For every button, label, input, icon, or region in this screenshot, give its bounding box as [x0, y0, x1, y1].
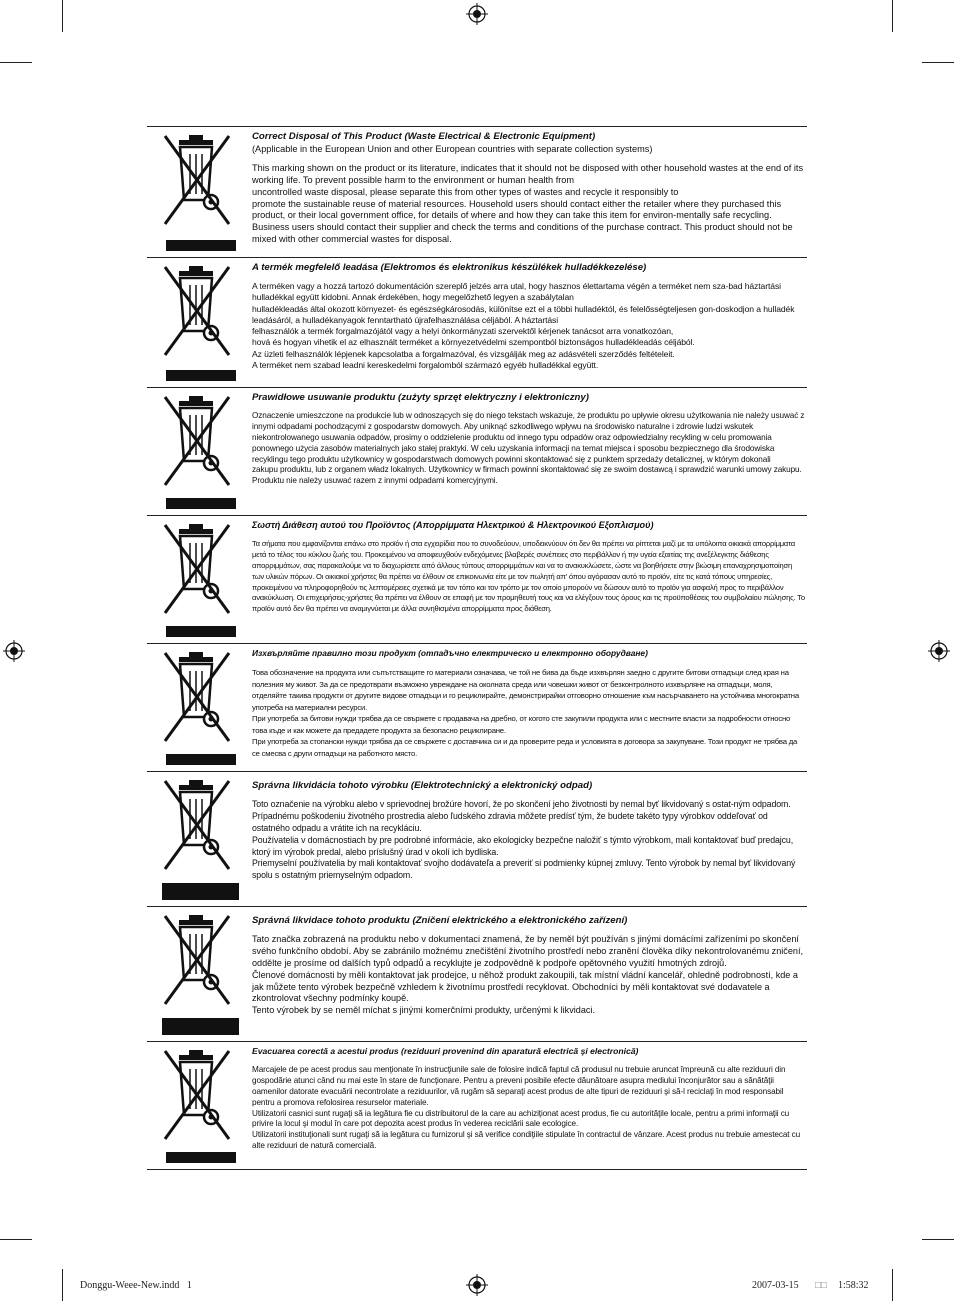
section-text — [252, 131, 805, 246]
crossed-out-wheelie-bin-icon — [159, 647, 239, 747]
registration-mark-icon — [466, 3, 488, 25]
bin-icon-column — [147, 772, 245, 906]
black-bar — [166, 754, 236, 765]
disposal-section-pl — [147, 388, 807, 516]
footer-date: 2007-03-15 — [752, 1280, 799, 1291]
section-title: Prawidłowe usuwanie produktu (zużyty sprzęt elektryczny i elektroniczny) — [252, 392, 589, 403]
bin-icon-column — [147, 127, 245, 257]
bin-icon-column — [147, 258, 245, 387]
crop-mark — [62, 1269, 63, 1301]
bin-icon-column — [147, 516, 245, 643]
disposal-section-cs — [147, 907, 807, 1042]
section-title: Správná likvidace tohoto produktu (Zničení elektrického a elektronického zařízení) — [252, 915, 628, 926]
footer-filename: Donggu-Weee-New.indd 1 — [80, 1280, 192, 1291]
section-body: Marcajele de pe acest produs sau menţionate în instrucţiunile sale de folosire indică faptul că produsul nu trebuie aruncat împreună cu alte reziduuri din gospodărie atunci când nu mai este în stare de funcţionare. Pentru a preveni posibile efecte dăunătoare asupra mediului înconjurător sau a sănătăţii oamenilor datorate evacuării necontrolate a reziduurilor, vă rugăm să separaţi acest produs de alte tipuri de reziduuri şi să-l reciclaţi în mod responsabil pentru a promova refolosirea resurselor materiale. Utilizatorii casnici sunt rugaţi să ia legătura fie cu distribuitorul de la care au achiziţionat acest produs, fie cu autorităţile locale, pentru a primi informaţii cu privire la locul şi modul în care pot depozita acest produs în vederea reciclării sale ecologice. Utilizatorii instituţionali sunt rugaţi să ia legătura cu furnizorul şi să verifice condiţiile stipulate în contractul de vânzare. Acest produs nu trebuie amestecat cu alte reziduuri de natură comercială. — [252, 1064, 801, 1151]
section-text — [252, 520, 805, 615]
section-title: Evacuarea corectă a acestui produs (reziduuri provenind din aparatură electrică şi electronică) — [252, 1046, 639, 1056]
section-text — [252, 262, 805, 371]
black-bar — [162, 883, 239, 900]
disposal-section-el — [147, 516, 807, 644]
crop-mark — [922, 1239, 954, 1240]
section-title: A termék megfelelő leadása (Elektromos és elektronikus készülékek hulladékkezelése) — [252, 262, 647, 273]
crop-mark — [922, 62, 954, 63]
bin-icon-column — [147, 907, 245, 1041]
section-text — [252, 392, 805, 487]
crossed-out-wheelie-bin-icon — [159, 910, 239, 1010]
bin-icon-column — [147, 388, 245, 515]
disposal-section-ro — [147, 1042, 807, 1170]
disposal-section-bg — [147, 644, 807, 772]
section-title: Correct Disposal of This Product (Waste Electrical & Electronic Equipment) — [252, 131, 596, 142]
black-bar — [162, 1018, 239, 1035]
section-body: Τα σήματα που εμφανίζονται επάνω στο προϊόν ή στα εγχειρίδια που το συνοδεύουν, υποδεικνύουν ότι δεν θα πρέπει να ρίπτεται μαζί με τα υπόλοιπα οικιακά απορρίμματα μετά το τέλος του κύκλου ζωής του. Προκειμένου να αποφευχθούν ενδεχόμενες βλαβερές συνέπειες στο περιβάλλον ή την υγεία εξαιτίας της ανεξέλεγκτης διάθεσης απορριμμάτων, σας παρακαλούμε να το διαχωρίσετε από άλλους τύπους απορριμμάτων και να το ανακυκλώσετε, ώστε να βοηθήσετε στην βιώσιμη επαναχρησιμοποίηση των υλικών πόρων. Οι οικιακοί χρήστες θα πρέπει να έλθουν σε επικοινωνία είτε με τον πωλητή απ' όπου αγόρασαν αυτό το προϊόν, είτε τις κατά τόπους υπηρεσίες, προκειμένου να πληροφορηθούν τις λεπτομέρειες σχετικά με τον τόπο και τον τρόπο με τον οποίο μπορούν να δώσουν αυτό το προϊόν για ασφαλή προς το περιβάλλον ανακύκλωση. Οι επιχειρήσεις-χρήστες θα πρέπει να έλθουν σε επαφή με τον προμηθευτή τους και να ελέγξουν τους όρους και τις προϋποθέσεις του συμβολαίου πώλησης. Το προϊόν αυτό δεν θα πρέπει να αναμιγνύεται με άλλα συνηθισμένα απορρίμματα προς διάθεση. — [252, 538, 805, 614]
bin-icon-column — [147, 1042, 245, 1169]
crop-mark — [892, 0, 893, 32]
section-body: Tato značka zobrazená na produktu nebo v dokumentaci znamená, že by neměl být používán s jinými domácími zařízeními po skončení svého funkčního období. Aby se zabránilo možnému znečištění životního prostředí nebo zranění člověka díky nekontrolovanému zničení, oddělte je prosíme od dalších typů odpadů a recyklujte je zodpovědně k podpoře opětovného využití hmotných zdrojů. Členové domácnosti by měli kontaktovat jak prodejce, u něhož produkt zakoupili, tak místní vládní kancelář, ohledně podrobností, kde a jak můžete tento výrobek bezpečně vzhledem k životnímu prostředí recyklovat. Obchodníci by měli kontaktovat své dodavatele a zkontrolovat všechny podmínky koupě. Tento výrobek by se neměl míchat s jinými komerčními produkty, určenými k likvidaci. — [252, 933, 804, 1016]
bin-icon-column — [147, 644, 245, 771]
section-subtitle: (Applicable in the European Union and other European countries with separate collection systems) — [252, 143, 653, 154]
crossed-out-wheelie-bin-icon — [159, 519, 239, 619]
crossed-out-wheelie-bin-icon — [159, 391, 239, 491]
crop-mark — [62, 0, 63, 32]
disposal-section-en — [147, 127, 807, 258]
black-bar — [166, 1152, 236, 1163]
black-bar — [166, 626, 236, 637]
section-text — [252, 648, 805, 760]
section-title: Správna likvidácia tohoto výrobku (Elektrotechnický a elektronický odpad) — [252, 780, 593, 791]
section-body: Oznaczenie umieszczone na produkcie lub w odnoszących się do niego tekstach wskazuje, że produktu po upływie okresu użytkowania nie należy usuwać z innymi odpadami pochodzącymi z gospodarstw domowych. Aby uniknąć szkodliwego wpływu na środowisko naturalne i zdrowie ludzi wskutek niekontrolowanego usuwania odpadów, prosimy o oddzielenie produktu od innego typu odpadów oraz odpowiedzialny recykling w celu promowania ponownego użycia zasobów materialnych jako stałej praktyki. W celu uzyskania informacji na temat miejsca i sposobu bezpiecznego dla środowiska recyklingu tego produktu użytkownicy w gospodarstwach domowych powinni skontaktować się z punktem sprzedaży detalicznej, w którym dokonali zakupu produktu, lub z organem władz lokalnych. Użytkownicy w firmach powinni skontaktować się ze swoim dostawcą i sprawdzić warunki umowy zakupu. Produktu nie należy usuwać razem z innymi odpadami komercyjnymi. — [252, 410, 805, 486]
disposal-section-hu — [147, 258, 807, 388]
section-text — [252, 780, 805, 882]
black-bar — [166, 498, 236, 509]
weee-disposal-sheet — [147, 126, 807, 1170]
crop-mark — [0, 62, 32, 63]
section-text — [252, 1046, 805, 1152]
section-body: Това обозначение на продукта или съпътстващите го материали означава, че той не бива да бъде изхвърлян заедно с другите битови отпадъци след края на полезния му живот. За да се предотврати възможно увреждане на околната среда или човешки живот от безконтролното изхвърляне на отпадъци, моля, отделяйте такива продукти от другите видове отпадъци и го рециклирайте, демонстрирайки отговорно отношение към насърчаването на устойчива многократна употреба на материални ресурси. При употреба за битови нужди трябва да се свържете с продавача на дребно, от когото сте закупили продукта или с местните власти за подробности относно това къде и как можете да предадете продукта за безопасно рециклиране. При употреба за стопански нужди трябва да се свържете с доставчика си и да проверите реда и условията в договора за закупуване. Този продукт не трябва да се смесва с други отпадъци на работното място. — [252, 667, 799, 759]
section-title: Σωστή Διάθεση αυτού του Προϊόντος (Απορρίμματα Ηλεκτρικού & Ηλεκτρονικού Εξοπλισμού) — [252, 520, 654, 530]
crossed-out-wheelie-bin-icon — [159, 261, 239, 361]
footer-extra: □□ — [815, 1280, 828, 1291]
disposal-section-sk — [147, 772, 807, 907]
crossed-out-wheelie-bin-icon — [159, 130, 239, 230]
registration-mark-icon — [3, 640, 25, 662]
crop-mark — [0, 1239, 32, 1240]
crop-mark — [892, 1269, 893, 1301]
section-text — [252, 915, 805, 1017]
section-body: Toto označenie na výrobku alebo v sprievodnej brožúre hovorí, že po skončení jeho životnosti by nemal byť likvidovaný s ostat-ným odpadom. Prípadnému poškodeniu životného prostredia alebo ľudského zdravia môžete predísť tým, že budete takéto typy výrobkov oddeľovať od ostatného odpadu a vrátite ich na recykláciu. Používatelia v domácnostiach by pre podrobné informácie, ako ekologicky bezpečne naložiť s týmto výrobkom, mali kontaktovať buď predajcu, ktorý im výrobok predal, alebo príslušný úrad v okolí ich bydliska. Priemyselní používatelia by mali kontaktovať svojho dodávateľa a preveriť si podmienky kúpnej zmluvy. Tento výrobok by nemal byť likvidovaný spolu s ostatným priemyselným odpadom. — [252, 798, 796, 881]
crossed-out-wheelie-bin-icon — [159, 775, 239, 875]
registration-mark-icon — [466, 1274, 488, 1296]
registration-mark-icon — [928, 640, 950, 662]
footer-time: 1:58:32 — [838, 1280, 869, 1291]
section-title: Изхвърляйте правилно този продукт (отпадъчно електрическо и електронно оборудване) — [252, 648, 648, 658]
section-body: A terméken vagy a hozzá tartozó dokumentáción szereplő jelzés arra utal, hogy hasznos élettartama végén a terméket nem sza-bad háztartási hulladékkal együtt kidobni. Annak érdekében, hogy megelőzhető legyen a szabálytalan hulladékleadás által okozott környezet- és egészségkárosodás, különítse ezt el a többi hulladéktól, és felelősségteljesen gon-doskodjon a hulladék leadásáról, a hulladékanyagok fenntartható újrafelhasználása céljából. A háztartási felhasználók a termék forgalmazójától vagy a helyi önkormányzati szervektől kérjenek tanácsot arra vonatkozóan, hová és hogyan vihetik el az elhasznált terméket a környezetvédelmi szempontból biztonságos hulladékleadás céljából. Az üzleti felhasználók lépjenek kapcsolatba a forgalmazóval, és vizsgálják meg az adásvételi szerződés feltételeit. A terméket nem szabad leadni kereskedelmi forgalomból származó egyéb hulladékkal együtt. — [252, 280, 795, 370]
crossed-out-wheelie-bin-icon — [159, 1045, 239, 1145]
section-body: This marking shown on the product or its literature, indicates that it should not be disposed with other household wastes at the end of its working life. To prevent possible harm to the environment or human health from uncontrolled waste disposal, please separate this from other types of wastes and recycle it responsibly to promote the sustainable reuse of material resources. Household users should contact either the retailer where they purchased this product, or their local government office, for details of where and how they can take this item for environ-mentally safe recycling. Business users should contact their supplier and check the terms and conditions of the purchase contract. This product should not be mixed with other commercial wastes for disposal. — [252, 162, 804, 245]
black-bar — [166, 240, 236, 251]
black-bar — [166, 370, 236, 381]
